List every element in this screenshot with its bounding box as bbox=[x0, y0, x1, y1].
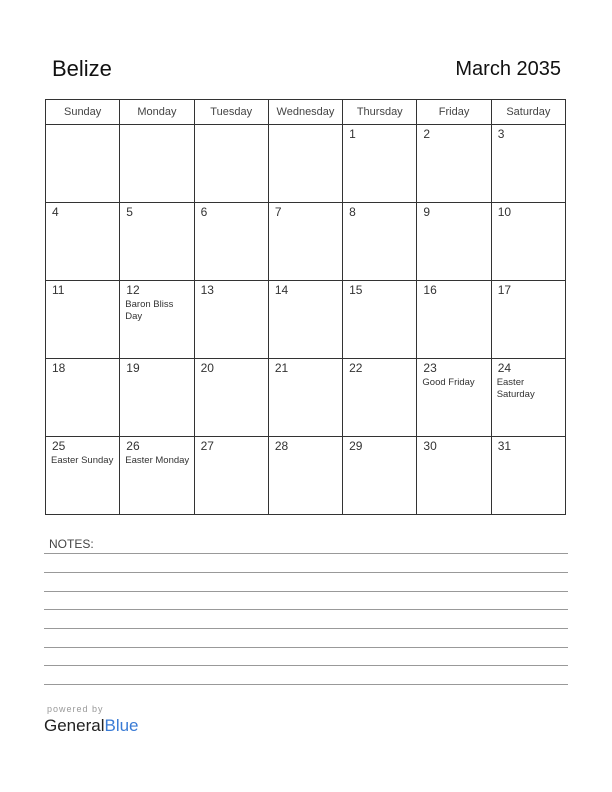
day-number: 2 bbox=[423, 127, 431, 141]
day-cell bbox=[268, 125, 342, 203]
day-cell bbox=[194, 437, 268, 515]
notes-line bbox=[44, 628, 568, 629]
notes-line bbox=[44, 665, 568, 666]
day-cell bbox=[268, 203, 342, 281]
day-cell bbox=[46, 437, 120, 515]
day-number: 3 bbox=[497, 127, 505, 141]
day-cell bbox=[417, 437, 491, 515]
day-number: 27 bbox=[200, 439, 214, 453]
weekday-header: Tuesday bbox=[194, 100, 268, 125]
weekday-header: Wednesday bbox=[268, 100, 342, 125]
day-number: 5 bbox=[126, 205, 133, 219]
notes-line bbox=[44, 553, 568, 554]
holiday-label: Good Friday bbox=[422, 377, 475, 388]
weekday-header: Monday bbox=[120, 100, 194, 125]
day-number: 22 bbox=[349, 361, 363, 375]
day-number: 31 bbox=[497, 439, 512, 453]
day-number: 6 bbox=[200, 205, 208, 219]
day-cell bbox=[194, 359, 268, 437]
day-cell bbox=[194, 203, 268, 281]
day-number: 20 bbox=[200, 361, 214, 375]
day-cell bbox=[417, 359, 491, 437]
day-cell bbox=[417, 203, 491, 281]
day-number: 25 bbox=[52, 439, 66, 453]
day-cell bbox=[491, 125, 565, 203]
day-number: 11 bbox=[52, 283, 65, 297]
day-cell bbox=[120, 437, 194, 515]
week-row bbox=[46, 203, 566, 281]
day-number: 29 bbox=[349, 439, 363, 453]
day-number: 30 bbox=[423, 439, 437, 453]
notes-line bbox=[44, 609, 568, 610]
day-cell bbox=[46, 203, 120, 281]
day-number: 21 bbox=[274, 361, 289, 375]
day-number: 28 bbox=[274, 439, 289, 453]
day-number: 17 bbox=[497, 283, 512, 297]
notes-line bbox=[44, 591, 568, 592]
week-row bbox=[46, 125, 566, 203]
day-cell bbox=[268, 359, 342, 437]
day-cell bbox=[491, 203, 565, 281]
day-number: 19 bbox=[126, 361, 140, 375]
day-number: 8 bbox=[349, 205, 356, 219]
weekday-header-row bbox=[46, 100, 566, 125]
holiday-label: Easter Saturday bbox=[496, 377, 535, 400]
holiday-label: Easter Sunday bbox=[51, 455, 114, 466]
day-number: 7 bbox=[274, 205, 282, 219]
day-cell bbox=[491, 281, 565, 359]
day-cell bbox=[417, 125, 491, 203]
holiday-label: Easter Monday bbox=[125, 455, 190, 466]
brand-logo bbox=[44, 716, 139, 736]
day-cell bbox=[194, 125, 268, 203]
day-number: 14 bbox=[274, 283, 289, 297]
day-number: 9 bbox=[423, 205, 431, 219]
country-title: Belize bbox=[52, 56, 112, 81]
day-number: 4 bbox=[52, 205, 59, 219]
holiday-label: Baron Bliss Day bbox=[125, 299, 174, 322]
day-cell bbox=[343, 125, 417, 203]
day-cell bbox=[343, 437, 417, 515]
notes-line bbox=[44, 684, 568, 685]
weekday-header: Sunday bbox=[46, 100, 120, 125]
day-cell bbox=[120, 203, 194, 281]
day-number: 10 bbox=[497, 205, 512, 219]
powered-by-text: powered by bbox=[47, 704, 104, 714]
day-cell bbox=[194, 281, 268, 359]
day-cell bbox=[46, 281, 120, 359]
day-cell bbox=[491, 437, 565, 515]
day-cell bbox=[46, 125, 120, 203]
notes-line bbox=[44, 647, 568, 648]
weekday-header: Thursday bbox=[343, 100, 417, 125]
day-number: 1 bbox=[349, 127, 356, 141]
calendar-grid bbox=[45, 99, 566, 515]
day-cell bbox=[343, 203, 417, 281]
brand-part-general: General bbox=[44, 716, 105, 735]
day-number: 16 bbox=[423, 283, 437, 297]
day-cell bbox=[343, 281, 417, 359]
notes-line bbox=[44, 572, 568, 573]
week-row bbox=[46, 437, 566, 515]
day-number: 24 bbox=[497, 361, 512, 375]
day-number: 18 bbox=[52, 361, 66, 375]
day-cell bbox=[120, 125, 194, 203]
day-cell bbox=[120, 359, 194, 437]
day-cell bbox=[120, 281, 194, 359]
day-cell bbox=[46, 359, 120, 437]
week-row bbox=[46, 281, 566, 359]
day-number: 23 bbox=[423, 361, 437, 375]
brand-part-blue: Blue bbox=[104, 716, 139, 735]
day-number: 12 bbox=[126, 283, 140, 297]
day-cell bbox=[417, 281, 491, 359]
month-year-title: March 2035 bbox=[455, 58, 561, 80]
day-cell bbox=[491, 359, 565, 437]
weekday-header: Saturday bbox=[491, 100, 565, 125]
day-cell bbox=[268, 437, 342, 515]
day-cell bbox=[268, 281, 342, 359]
notes-label: NOTES: bbox=[49, 537, 94, 551]
weekday-header: Friday bbox=[417, 100, 491, 125]
day-number: 13 bbox=[200, 283, 214, 297]
week-row bbox=[46, 359, 566, 437]
day-number: 26 bbox=[126, 439, 140, 453]
day-cell bbox=[343, 359, 417, 437]
day-number: 15 bbox=[349, 283, 363, 297]
